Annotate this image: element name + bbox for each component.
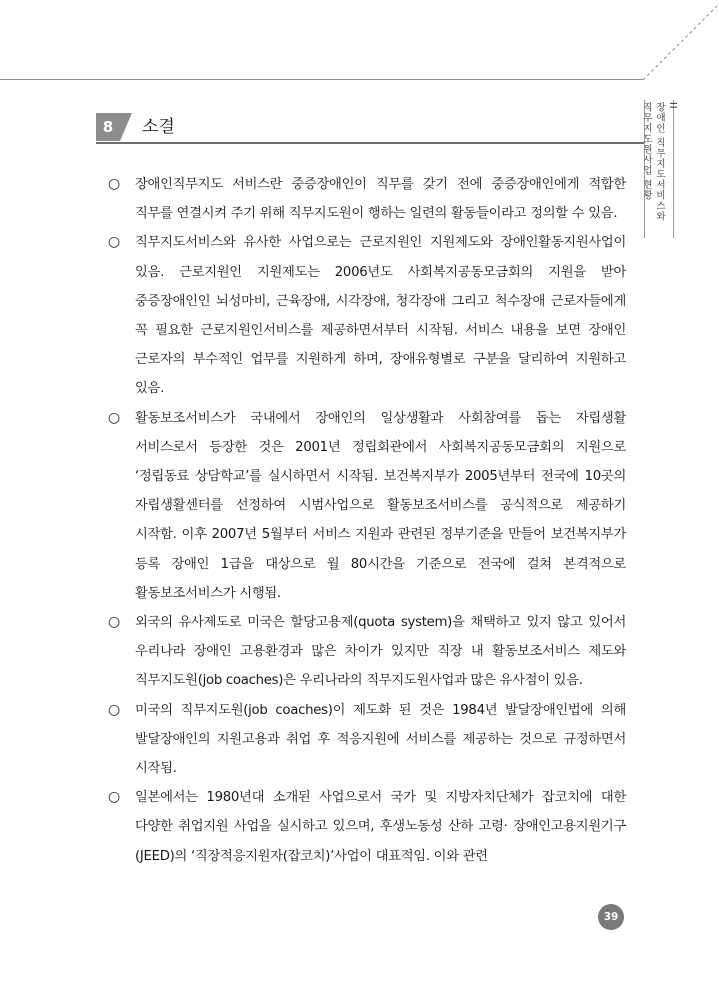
circle-bullet-icon: ○: [108, 701, 120, 718]
paragraph-text: 미국의 직무지도원(job coaches)이 제도화 된 것은 1984년 발달장애인법에 의해 발달장애인의 지원고용과 취업 후 적응지원에 서비스를 제공하는 것으로 규정하면서 시작됨.: [135, 702, 626, 777]
circle-bullet-icon: ○: [108, 176, 120, 192]
paragraph-text: 장애인직무지도 서비스란 중증장애인이 직무를 갖기 전에 중증장애인에게 적합한 직무를 연결시켜 주기 위해 직무지도원이 행하는 일련의 활동들이라고 정의할 수 있음.: [135, 177, 626, 222]
section-number: 8: [96, 113, 120, 141]
section-title: 소결: [142, 117, 175, 137]
section-number-wedge: [120, 113, 132, 141]
header-rule: [0, 79, 643, 80]
paragraph-text: 직무지도서비스와 유사한 사업으로는 근로지원인 지원제도와 장애인활동지원사업이 있음. 근로지원인 지원제도는 2006년도 사회복지공동모금회의 지원을 받아 중증장애인인 뇌성마비, 근육장애, 시각장애, 청각장애 그리고 척수장애 근로자들에게 꼭 필요한 근로지원인서비스를 제공하면서부터 시작됨. 서비스 내용을 보면 장애인 근로자의 부수적인 업무를 지원하게 하며, 장애유형별로 구분을 달리하여 지원하고 있음.: [135, 235, 626, 397]
chapter-roman-numeral: II: [667, 102, 678, 110]
bullet-paragraph: [104, 228, 626, 403]
circle-bullet-icon: ○: [108, 789, 120, 806]
paragraph-text: 일본에서는 1980년대 소개된 사업으로서 국가 및 지방자치단체가 잡코치에 대한 다양한 취업지원 사업을 실시하고 있으며, 후생노동성 산하 고령· 장애인고용지원기구(JEED)의 ‘직장적응지원자(잡코치)’사업이 대표적임. 이와 관련: [135, 790, 626, 864]
section-underline: [96, 142, 644, 144]
bullet-paragraph: [104, 608, 626, 696]
bullet-paragraph: [104, 170, 626, 228]
circle-bullet-icon: ○: [108, 234, 120, 251]
page-number-badge: 39: [598, 904, 624, 930]
circle-bullet-icon: ○: [108, 409, 120, 426]
bullet-paragraph: [104, 404, 626, 608]
paragraph-text: 외국의 유사제도로 미국은 할당고용제(quota system)을 채택하고 있지 않고 있어서 우리나라 장애인 고용환경과 많은 차이가 있지만 직장 내 활동보조서비스 제도와 직무지도원(job coaches)은 우리나라의 직무지도원사업과 많은 유사점이 있음.: [135, 615, 626, 689]
bullet-paragraph: [104, 696, 626, 784]
chapter-title-line-2: 직무지도원사업 현황: [641, 102, 652, 201]
section-header: [96, 113, 636, 143]
bullet-paragraph: [104, 783, 626, 871]
summary-bullet-list: [104, 170, 626, 871]
circle-bullet-icon: ○: [108, 614, 120, 631]
chapter-title-line-1: 장애인 직무지도서비스와: [654, 102, 665, 222]
paragraph-text: 활동보조서비스가 국내에서 장애인의 일상생활과 사회참여를 돕는 자립생활 서비스로서 등장한 것은 2001년 정립회관에서 사회복지공동모금회의 지원으로 ‘정립동료 상담학교’를 실시하면서 시작됨. 보건복지부가 2005년부터 전국에 10곳의 자립생활센터를 선정하여 시범사업으로 활동보조서비스를 공식적으로 제공하기 시작함. 이후 2007년 5월부터 서비스 지원과 관련된 정부기준을 만들어 보건복지부가 등록 장애인 1급을 대상으로 월 80시간을 기준으로 전국에 걸쳐 본격적으로 활동보조서비스가 시행됨.: [135, 410, 626, 601]
chapter-side-tab: [641, 100, 678, 238]
